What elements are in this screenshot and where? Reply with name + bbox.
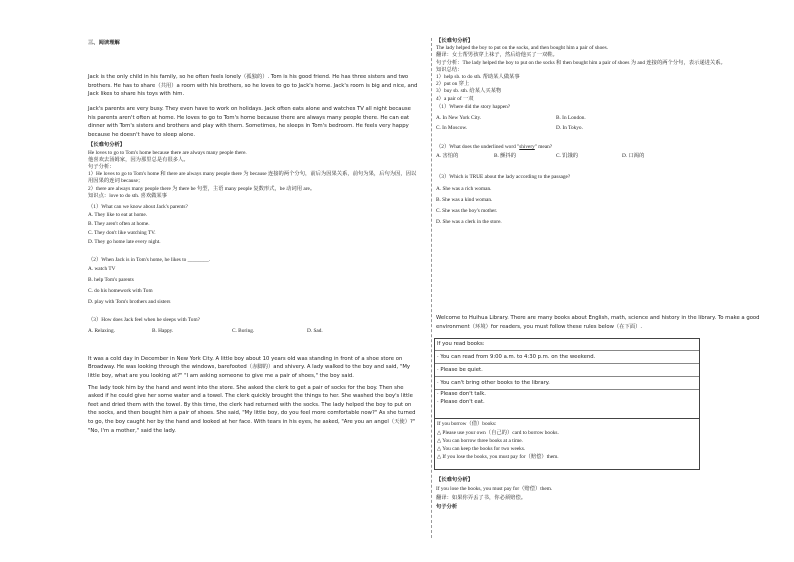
- option[interactable]: B. She was a kind woman.: [436, 196, 493, 203]
- rule-line: · Please be quiet.: [435, 364, 699, 377]
- question-stem: （1）What can we know about Jack's parents?: [88, 203, 188, 210]
- long-sentence-heading: 【长难句分析】: [436, 38, 474, 44]
- option[interactable]: C. In Moscow.: [436, 125, 468, 132]
- rule-line: If you read books:: [435, 339, 699, 351]
- option[interactable]: D. In Tokyo.: [556, 125, 583, 132]
- option[interactable]: C. They don't like watching TV.: [88, 230, 156, 237]
- option[interactable]: C. She was the boy's mother.: [436, 207, 498, 214]
- question-stem: （3）How does Jack feel when he sleeps with Tom?: [88, 317, 200, 324]
- long-sentence-heading: 【长难句分析】: [88, 142, 126, 149]
- analysis-line: 句子分析: [436, 504, 458, 510]
- question-stem: （1）Where did the story happen?: [436, 103, 511, 110]
- rule-line: If you borrow（借）books:: [437, 421, 497, 427]
- library-intro: Welcome to Huihua Library. There are many books about English, math, science and history in the library. To make a good environment（环境）for readers, you must follow these rules below（在下面）.: [436, 315, 760, 330]
- left-column: [88, 38, 418, 435]
- stem-text: （2）What does the underlined word ": [436, 144, 520, 151]
- option[interactable]: A. watch TV: [88, 266, 116, 273]
- option[interactable]: B. help Tom's parents: [88, 277, 134, 284]
- question-stem: [436, 144, 771, 151]
- option[interactable]: C. do his homework with Tom: [88, 288, 153, 295]
- rule-line: · Please don't talk.: [437, 391, 486, 397]
- analysis-line: 知识点：love to do sth. 喜欢做某事: [88, 192, 168, 199]
- analysis-line: 2）put on 穿上: [436, 81, 470, 88]
- option-row: [436, 113, 771, 123]
- option[interactable]: A. Relaxing.: [88, 327, 115, 334]
- option[interactable]: A. In New York City.: [436, 115, 482, 122]
- rule-line: △ Please use your own（自己的）card to borrow books.: [437, 430, 559, 436]
- underlined-word: shivery: [519, 144, 535, 151]
- analysis-line: 翻译：女士帮男孩穿上袜子，然后给他买了一双鞋。: [436, 52, 558, 59]
- section-title: 三、阅读理解: [88, 40, 120, 46]
- option[interactable]: D. She was a clerk in the store.: [436, 218, 502, 225]
- bottom-analysis: [436, 476, 771, 512]
- option[interactable]: A. 害怕的: [436, 153, 459, 160]
- rules-box-borrowing: [434, 418, 700, 470]
- option[interactable]: A. She was a rich woman.: [436, 185, 492, 192]
- option[interactable]: C. 饥饿的: [556, 153, 579, 160]
- analysis-line: 4）a pair of 一双: [436, 95, 474, 102]
- rule-line: · You can't bring other books to the library.: [435, 377, 699, 390]
- rule-line: △ You can borrow three books at a time.: [437, 438, 523, 444]
- passage1-paragraph: Jack is the only child in his family, so he often feels lonely（孤独的）. Tom is his good friend. He has three sisters and two brothers. He has to share（共用）a room with his brothers, so he loves to go to Jack's home. Jack's room is big and nice, and Jack likes to share his toys with him.: [88, 74, 418, 98]
- passage1-paragraph: Jack's parents are very busy. They even have to work on holidays. Jack often eats alone and watches TV all night because his parents aren't often at home. He loves to go to Tom's home because there are always many people there. He can eat dinner with Tom's sisters and brothers and play with them. Sometimes, he sleeps in Tom's bedroom. He feels very happy because he doesn't have to sleep alone.: [88, 105, 411, 138]
- analysis-line: 知识总结：: [436, 66, 463, 73]
- option[interactable]: B. In London.: [556, 115, 586, 122]
- option[interactable]: C. Boring.: [232, 327, 255, 334]
- option[interactable]: D. They go home late every night.: [88, 239, 161, 246]
- column-divider: [431, 38, 432, 538]
- question-stem: （2）When Jack is in Tom's home, he likes to ________.: [88, 257, 211, 264]
- analysis-line: 翻译：如果你弄丢了书，你必须赔偿。: [436, 495, 527, 501]
- option[interactable]: B. They aren't often at home.: [88, 221, 150, 228]
- rule-line: △ You can keep the books for two weeks.: [437, 446, 526, 452]
- option-row: [436, 153, 771, 160]
- option[interactable]: A. They like to eat at home.: [88, 212, 148, 219]
- analysis-line: 他喜欢去汤姆家，因为那里总是有很多人。: [88, 156, 189, 163]
- option[interactable]: B. Happy.: [152, 327, 174, 334]
- analysis-line: 1）help sb. to do sth. 帮助某人做某事: [436, 74, 520, 81]
- rule-line: · You can read from 9:00 a.m. to 4:30 p.m. on the weekend.: [435, 351, 699, 364]
- rule-line: · Please don't eat.: [437, 399, 485, 405]
- analysis-line: He loves to go to Tom's home because there are always many people there.: [88, 149, 247, 156]
- question-stem: （3）Which is TRUE about the lady according to the passage?: [436, 174, 571, 181]
- stem-text: " mean?: [534, 144, 553, 151]
- option[interactable]: B. 颤抖的: [494, 153, 517, 160]
- option[interactable]: D. 口渴的: [622, 153, 645, 160]
- passage2-paragraph: The lady took him by the hand and went into the store. She asked the clerk to get a pair of socks for the boy. Then she asked if he could give her some water and a towel. The clerk quickly brought the things to her. She washed the boy's little feet and dried them with the towel. By this time, the clerk had returned with the socks. The lady helped the boy to put on the socks, and then bought him a pair of shoes. She said, "My little boy, do you feel more comfortable now?" As she turned to go, the boy caught her by the hand and looked at her face. With tears in his eyes, he asked, "Are you an angel（天使）?" "No, I'm a mother," said the lady.: [88, 384, 416, 434]
- analysis-line: 2）there are always many people there 为 there be 句型，主语 many people 复数形式，be 动词用 are。: [88, 185, 316, 192]
- analysis-line: 句子分析：: [88, 163, 115, 170]
- rules-box-reading: [434, 338, 700, 419]
- option[interactable]: D. play with Tom's brothers and sisters: [88, 299, 171, 306]
- analysis-line: If you lose the books, you must pay for（赔偿）them.: [436, 486, 553, 492]
- rule-line: △ If you lose the books, you must pay for（赔偿）them.: [437, 454, 559, 460]
- long-sentence-heading: 【长难句分析】: [436, 477, 474, 483]
- option-row: [88, 328, 418, 335]
- option[interactable]: D. Sad.: [307, 327, 323, 334]
- analysis-line: 1）He loves to go to Tom's home 和 there are always many people there 为 because 连接的两个分句，前后为因果关系，前句为果，后句为因，因以用因果的连词 because；: [88, 171, 417, 185]
- analysis-line: The lady helped the boy to put on the socks, and then bought him a pair of shoes.: [436, 45, 608, 52]
- right-column: [436, 38, 771, 228]
- analysis-line: 3）buy sb. sth. 给某人买某物: [436, 88, 502, 95]
- analysis-line: 句子分析：The lady helped the boy to put on the socks 和 then bought him a pair of shoes 为 and 连接的两个分句，表示递进关系。: [436, 59, 726, 66]
- option-row: [436, 123, 771, 133]
- passage2-paragraph: It was a cold day in December in New York City. A little boy about 10 years old was standing in front of a shoe store on Broadway. He was looking through the windows, barefooted（赤脚的）and shivery. A lady walked to the boy and said, "My little boy, what are you looking at?" "I am asking someone to give me a pair of shoes," the boy said.: [88, 355, 411, 379]
